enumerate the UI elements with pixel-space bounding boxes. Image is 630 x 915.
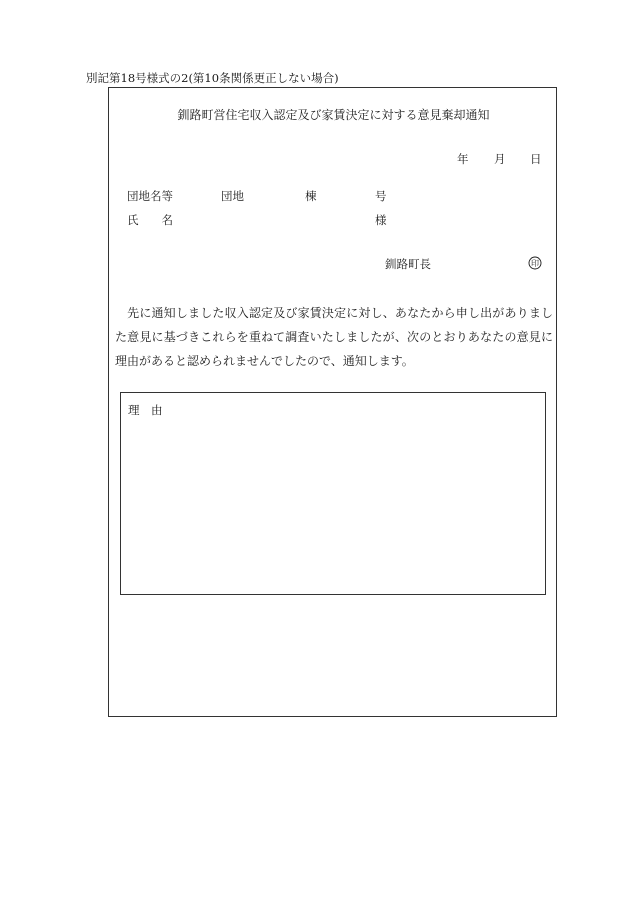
honorific-label: 様 (375, 213, 387, 227)
name-label: 氏 名 (127, 213, 173, 227)
sender-title: 釧路町長 (385, 257, 431, 271)
reason-label: 理 由 (128, 403, 163, 417)
complex-label: 団地 (221, 189, 244, 203)
form-caption: 別記第18号様式の2(第10条関係更正しない場合) (86, 71, 339, 85)
notice-body: 先に通知しました収入認定及び家賃決定に対し、あなたから申し出がありました意見に基づきこれらを重ねて調査いたしましたが、次のとおりあなたの意見に理由があると認められませんでしたので、通知します。 (115, 306, 553, 368)
seal-mark (528, 255, 542, 274)
unit-number-label: 号 (375, 189, 387, 203)
building-label: 棟 (305, 189, 317, 203)
reason-box (120, 392, 546, 595)
complex-name-label: 団地名等 (127, 189, 173, 203)
notice-form (108, 87, 557, 717)
document-title: 釧路町営住宅収入認定及び家賃決定に対する意見棄却通知 (177, 108, 490, 122)
seal-icon (528, 256, 542, 270)
svg-text:印: 印 (531, 259, 539, 268)
date-day-label: 日 (530, 152, 542, 166)
date-year-label: 年 (457, 152, 469, 166)
date-month-label: 月 (494, 152, 506, 166)
